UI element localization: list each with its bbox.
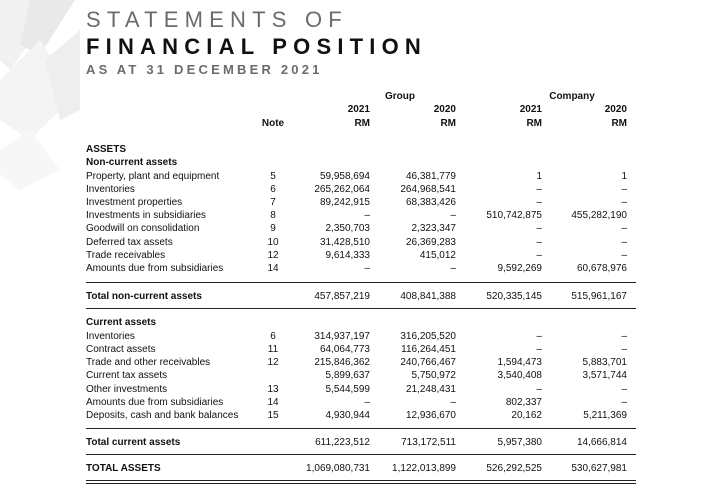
table-row: Deposits, cash and bank balances 15 4,930,944 12,936,670 20,162 5,211,369 xyxy=(86,410,627,421)
table-row: Goodwill on consolidation 9 2,350,703 2,323,347 – – xyxy=(86,223,627,234)
company-header: Company xyxy=(549,91,595,102)
table-row: Investments in subsidiaries 8 – – 510,742,875 455,282,190 xyxy=(86,210,627,221)
table-row: Inventories 6 265,262,064 264,968,541 – – xyxy=(86,184,627,195)
table-row: Trade receivables 12 9,614,333 415,012 – – xyxy=(86,250,627,261)
table-row: Contract assets 11 64,064,773 116,264,451 – – xyxy=(86,344,627,355)
divider xyxy=(86,454,636,455)
table-row: Deferred tax assets 10 31,428,510 26,369,283 – – xyxy=(86,237,627,248)
title-line-3: AS AT 31 DECEMBER 2021 xyxy=(86,62,323,77)
total-current-row: Total current assets 611,223,512 713,172,511 5,957,380 14,666,814 xyxy=(86,437,627,448)
current-heading: Current assets xyxy=(86,317,157,328)
group-2020-year: 2020 xyxy=(433,104,456,115)
group-2021-unit: RM xyxy=(354,118,370,129)
note-header: Note xyxy=(261,118,285,129)
total-non-current-row: Total non-current assets 457,857,219 408,841,388 520,335,145 515,961,167 xyxy=(86,291,627,302)
table-row: Property, plant and equipment 5 59,958,694 46,381,779 1 1 xyxy=(86,171,627,182)
company-2020-unit: RM xyxy=(611,118,627,129)
table-row: Amounts due from subsidiaries 14 – – 802,337 – xyxy=(86,397,627,408)
table-row: Amounts due from subsidiaries 14 – – 9,592,269 60,678,976 xyxy=(86,263,627,274)
table-row: Investment properties 7 89,242,915 68,383,426 – – xyxy=(86,197,627,208)
table-row: Trade and other receivables 12 215,846,362 240,766,467 1,594,473 5,883,701 xyxy=(86,357,627,368)
divider xyxy=(86,308,636,309)
assets-heading: ASSETS xyxy=(86,144,127,155)
total-assets-row: TOTAL ASSETS 1,069,080,731 1,122,013,899 526,292,525 530,627,981 xyxy=(86,463,627,474)
non-current-heading: Non-current assets xyxy=(86,157,178,168)
table-row: Other investments 13 5,544,599 21,248,431 – – xyxy=(86,384,627,395)
double-underline xyxy=(86,483,636,484)
divider xyxy=(86,282,636,283)
company-2021-unit: RM xyxy=(526,118,542,129)
title-line-1: STATEMENTS OF xyxy=(86,7,348,32)
divider xyxy=(86,480,636,481)
table-row: Current tax assets 5,899,637 5,750,972 3,540,408 3,571,744 xyxy=(86,370,627,381)
divider xyxy=(86,428,636,429)
title-line-2: FINANCIAL POSITION xyxy=(86,34,427,59)
company-2020-year: 2020 xyxy=(604,104,627,115)
group-header: Group xyxy=(385,91,415,102)
company-2021-year: 2021 xyxy=(519,104,542,115)
group-2020-unit: RM xyxy=(440,118,456,129)
group-2021-year: 2021 xyxy=(347,104,370,115)
table-row: Inventories 6 314,937,197 316,205,520 – – xyxy=(86,331,627,342)
